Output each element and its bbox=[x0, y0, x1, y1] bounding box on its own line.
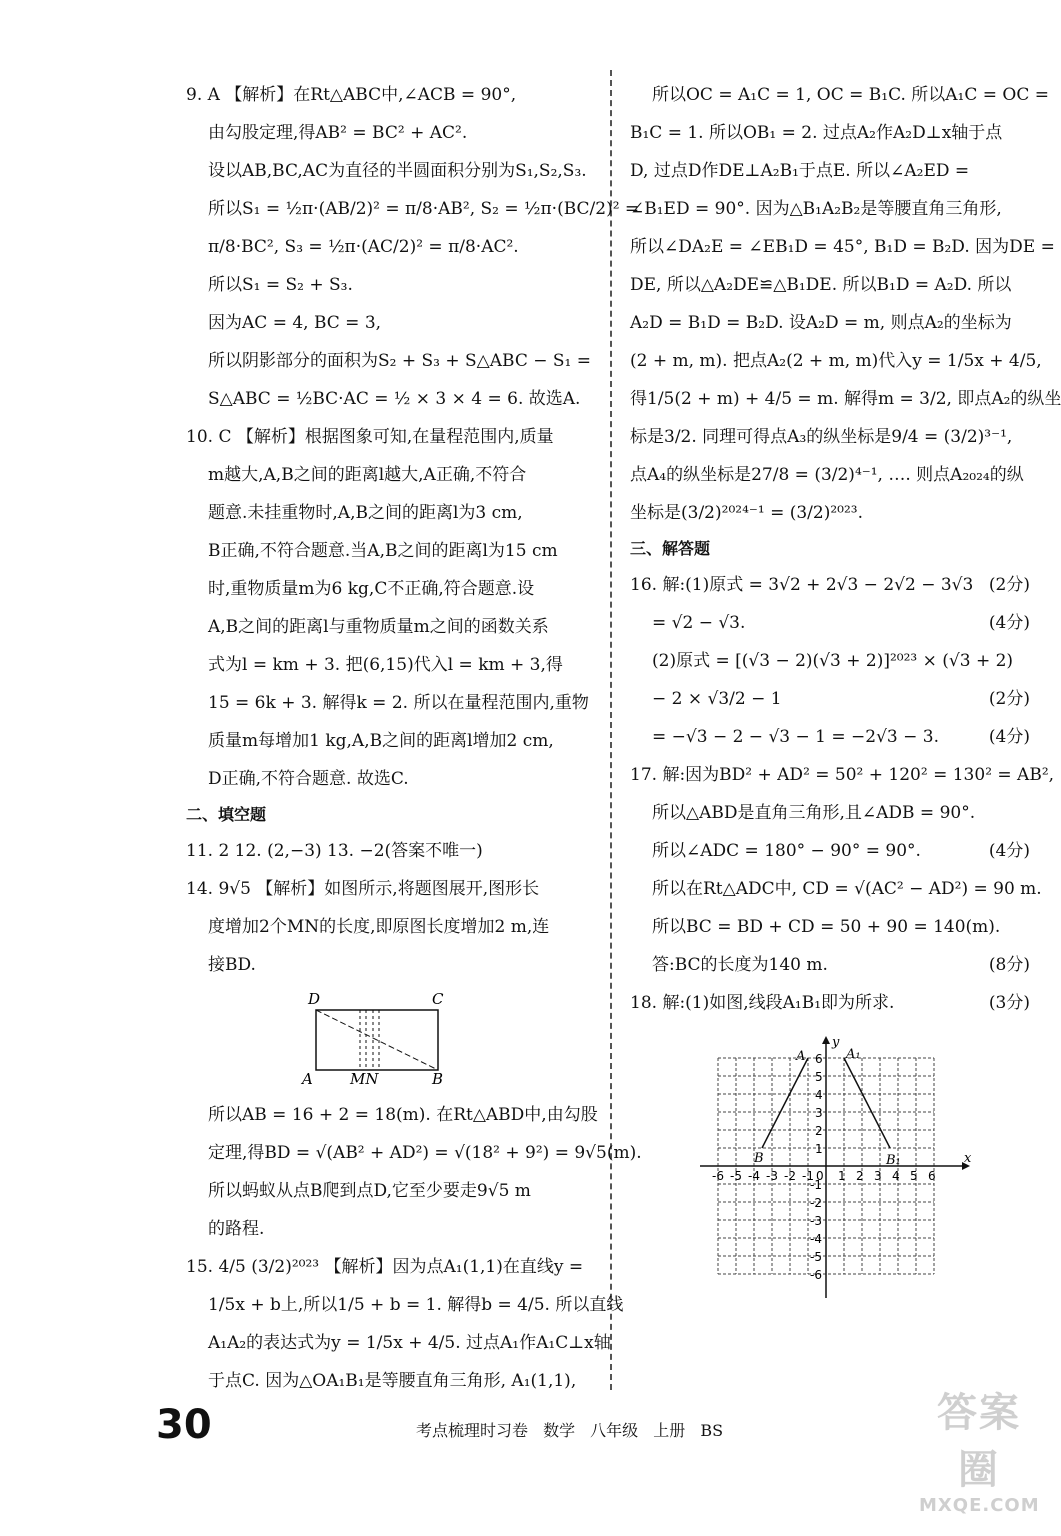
q14-label-MN: MN bbox=[350, 1070, 379, 1088]
y-tick-label: 4 bbox=[815, 1088, 823, 1102]
q17-line-7 bbox=[630, 946, 1030, 984]
segment-A1B1 bbox=[844, 1058, 890, 1148]
q15-cont-line-4: ∠B₁ED = 90°. 因为△B₁A₂B₂是等腰直角三角形, bbox=[630, 199, 1002, 219]
q16-score-3: (2分) bbox=[988, 689, 1030, 709]
q10-line-4: B正确,不符合题意.当A,B之间的距离l为15 cm bbox=[208, 541, 558, 561]
q11-13-line: 11. 2 12. (2,−3) 13. −2(答案不唯一) bbox=[186, 841, 483, 861]
x-tick-label: 6 bbox=[928, 1169, 936, 1183]
q16-line-2 bbox=[630, 604, 1030, 642]
q10-line-10: D正确,不符合题意. 故选C. bbox=[208, 769, 409, 789]
q15-cont-line-11: 点A₄的纵坐标是27/8 = (3/2)⁴⁻¹, …. 则点A₂₀₂₄的纵 bbox=[630, 465, 1024, 485]
q9-line-2: 由勾股定理,得AB² = BC² + AC². bbox=[208, 123, 468, 143]
label-A1: A₁ bbox=[846, 1047, 861, 1062]
x-tick-label: 4 bbox=[892, 1169, 900, 1183]
q16-line-4 bbox=[630, 680, 1030, 718]
q16-text-1: 16. 解:(1)原式 = 3√2 + 2√3 − 2√2 − 3√3 bbox=[630, 575, 974, 595]
q9-line-4: 所以S₁ = ½π·(AB/2)² = π/8·AB², S₂ = ½π·(BC/2)² = bbox=[208, 199, 640, 219]
q10-line-3: 题意.未挂重物时,A,B之间的距离l为3 cm, bbox=[208, 503, 523, 523]
x-axis-label: x bbox=[964, 1151, 972, 1166]
y-tick-label: 5 bbox=[815, 1070, 823, 1084]
q9-line-3: 设以AB,BC,AC为直径的半圆面积分别为S₁,S₂,S₃. bbox=[208, 161, 587, 181]
y-tick-label: -3 bbox=[810, 1214, 822, 1228]
q16-text-4: − 2 × √3/2 − 1 bbox=[652, 689, 782, 709]
q15-cont-line-5: 所以∠DA₂E = ∠EB₁D = 45°, B₁D = B₂D. 因为DE = bbox=[630, 237, 1055, 257]
q14-line-5: 定理,得BD = √(AB² + AD²) = √(18² + 9²) = 9√5(m). bbox=[208, 1143, 642, 1163]
column-divider bbox=[610, 70, 612, 1390]
q15-cont-line-10: 标是3/2. 同理可得点A₃的纵坐标是9/4 = (3/2)³⁻¹, bbox=[630, 427, 1013, 447]
y-axis-arrow bbox=[822, 1036, 830, 1044]
q14-label-A: A bbox=[302, 1070, 313, 1088]
q14-line-1: 14. 9√5 【解析】如图所示,将题图展开,图形长 bbox=[186, 879, 540, 899]
q16-score-2: (4分) bbox=[988, 613, 1030, 633]
label-B1: B₁ bbox=[886, 1153, 901, 1168]
q16-score-1: (2分) bbox=[988, 575, 1030, 595]
q17-line-2: 所以△ABD是直角三角形,且∠ADB = 90°. bbox=[652, 803, 976, 823]
page-number: 30 bbox=[156, 1402, 212, 1448]
watermark-logo: 答案圈 bbox=[937, 1390, 1021, 1493]
q16-line-3: (2)原式 = [(√3 − 2)(√3 + 2)]²⁰²³ × (√3 + 2) bbox=[652, 651, 1014, 671]
q9-line-1: 9. A 【解析】在Rt△ABC中,∠ACB = 90°, bbox=[186, 85, 517, 105]
q14-line-2: 度增加2个MN的长度,即原图长度增加2 m,连 bbox=[208, 917, 550, 937]
x-tick-label: 1 bbox=[838, 1169, 846, 1183]
q18-coordinate-grid bbox=[696, 1036, 976, 1306]
q14-label-D: D bbox=[308, 990, 321, 1008]
q14-line-7: 的路程. bbox=[208, 1219, 265, 1239]
q10-line-7: 式为l = km + 3. 把(6,15)代入l = km + 3,得 bbox=[208, 655, 563, 675]
q15-line-2: 1/5x + b上,所以1/5 + b = 1. 解得b = 4/5. 所以直线 bbox=[208, 1295, 624, 1315]
q10-line-9: 质量m每增加1 kg,A,B之间的距离l增加2 cm, bbox=[208, 731, 554, 751]
q10-line-5: 时,重物质量m为6 kg,C不正确,符合题意.设 bbox=[208, 579, 535, 599]
y-tick-label: -6 bbox=[810, 1268, 822, 1282]
q16-line-5 bbox=[630, 718, 1030, 756]
origin-label: 0 bbox=[816, 1169, 824, 1183]
y-axis-label: y bbox=[832, 1036, 840, 1050]
q17-score-1: (4分) bbox=[988, 841, 1030, 861]
watermark bbox=[919, 1381, 1039, 1516]
q16-line-1 bbox=[630, 566, 1030, 604]
x-tick-label: -5 bbox=[730, 1169, 742, 1183]
q17-line-6: 所以BC = BD + CD = 50 + 90 = 140(m). bbox=[652, 917, 1001, 937]
left-column bbox=[186, 76, 642, 1400]
q15-cont-line-12: 坐标是(3/2)²⁰²⁴⁻¹ = (3/2)²⁰²³. bbox=[630, 503, 864, 523]
q15-cont-line-8: (2 + m, m). 把点A₂(2 + m, m)代入y = 1/5x + 4/5, bbox=[630, 351, 1042, 371]
q9-line-5: π/8·BC², S₃ = ½π·(AC/2)² = π/8·AC². bbox=[208, 237, 519, 257]
q17-line-5: 所以在Rt△ADC中, CD = √(AC² − AD²) = 90 m. bbox=[652, 879, 1042, 899]
tick-labels bbox=[712, 1052, 936, 1282]
section-fill-blank: 二、填空题 bbox=[186, 805, 267, 824]
x-tick-label: 2 bbox=[856, 1169, 864, 1183]
y-tick-label: 2 bbox=[815, 1124, 823, 1138]
y-tick-label: 3 bbox=[815, 1106, 823, 1120]
q14-line-3: 接BD. bbox=[208, 955, 256, 975]
q18-line-1 bbox=[630, 984, 1030, 1022]
q15-line-4: 于点C. 因为△OA₁B₁是等腰直角三角形, A₁(1,1), bbox=[208, 1371, 577, 1391]
right-column bbox=[630, 76, 1061, 1306]
x-tick-label: -6 bbox=[712, 1169, 724, 1183]
q16-text-5: = −√3 − 2 − √3 − 1 = −2√3 − 3. bbox=[652, 727, 940, 747]
y-tick-label: 6 bbox=[815, 1052, 823, 1066]
q14-line-6: 所以蚂蚁从点B爬到点D,它至少要走9√5 m bbox=[208, 1181, 531, 1201]
q14-line-4: 所以AB = 16 + 2 = 18(m). 在Rt△ABD中,由勾股 bbox=[208, 1105, 598, 1125]
y-tick-label: 1 bbox=[815, 1142, 823, 1156]
q9-line-6: 所以S₁ = S₂ + S₃. bbox=[208, 275, 353, 295]
q18-text-1: 18. 解:(1)如图,线段A₁B₁即为所求. bbox=[630, 993, 895, 1013]
q15-cont-line-9: 得1/5(2 + m) + 4/5 = m. 解得m = 3/2, 即点A₂的纵坐 bbox=[630, 389, 1061, 409]
q15-cont-line-1: 所以OC = A₁C = 1, OC = B₁C. 所以A₁C = OC = bbox=[652, 85, 1050, 105]
q9-line-8: 所以阴影部分的面积为S₂ + S₃ + S△ABC − S₁ = bbox=[208, 351, 591, 371]
y-tick-label: -2 bbox=[810, 1196, 822, 1210]
q15-line-1: 15. 4/5 (3/2)²⁰²³ 【解析】因为点A₁(1,1)在直线y = bbox=[186, 1257, 584, 1277]
q15-cont-line-7: A₂D = B₁D = B₂D. 设A₂D = m, 则点A₂的坐标为 bbox=[630, 313, 1012, 333]
x-tick-label: -1 bbox=[802, 1169, 814, 1183]
y-tick-label: -4 bbox=[810, 1232, 822, 1246]
q14-diagonal-BD bbox=[316, 1010, 438, 1070]
q16-text-2: = √2 − √3. bbox=[652, 613, 746, 633]
q15-cont-line-3: D, 过点D作DE⊥A₂B₁于点E. 所以∠A₂ED = bbox=[630, 161, 970, 181]
q15-cont-line-6: DE, 所以△A₂DE≌△B₁DE. 所以B₁D = A₂D. 所以 bbox=[630, 275, 1012, 295]
x-tick-label: -4 bbox=[748, 1169, 760, 1183]
label-A: A bbox=[796, 1049, 806, 1064]
q10-line-8: 15 = 6k + 3. 解得k = 2. 所以在量程范围内,重物 bbox=[208, 693, 589, 713]
q14-label-C: C bbox=[432, 990, 444, 1008]
y-tick-label: -5 bbox=[810, 1250, 822, 1264]
q17-score-2: (8分) bbox=[988, 955, 1030, 975]
q9-line-9: S△ABC = ½BC·AC = ½ × 3 × 4 = 6. 故选A. bbox=[208, 389, 581, 409]
q9-line-7: 因为AC = 4, BC = 3, bbox=[208, 313, 382, 333]
segment-AB bbox=[762, 1058, 808, 1148]
x-tick-label: -2 bbox=[784, 1169, 796, 1183]
q18-score-1: (3分) bbox=[988, 993, 1030, 1013]
watermark-url: MXQE.COM bbox=[919, 1495, 1040, 1516]
x-tick-label: 3 bbox=[874, 1169, 882, 1183]
q14-label-B: B bbox=[432, 1070, 444, 1088]
y-tick-label: -1 bbox=[810, 1178, 822, 1192]
q17-text-7: 答:BC的长度为140 m. bbox=[652, 955, 828, 975]
q15-cont-line-2: B₁C = 1. 所以OB₁ = 2. 过点A₂作A₂D⊥x轴于点 bbox=[630, 123, 1003, 143]
q17-line-1: 17. 解:因为BD² + AD² = 50² + 120² = 130² = AB², bbox=[630, 765, 1055, 785]
q16-score-4: (4分) bbox=[988, 727, 1030, 747]
x-tick-label: -3 bbox=[766, 1169, 778, 1183]
q15-line-3: A₁A₂的表达式为y = 1/5x + 4/5. 过点A₁作A₁C⊥x轴 bbox=[208, 1333, 611, 1353]
q17-line-4: 所以∠ADC = 180° − 90° = 90°. bbox=[652, 841, 921, 861]
q14-rectangle-figure bbox=[298, 990, 458, 1088]
q10-line-1: 10. C 【解析】根据图象可知,在量程范围内,质量 bbox=[186, 427, 554, 447]
q10-line-2: m越大,A,B之间的距离l越大,A正确,不符合 bbox=[208, 465, 527, 485]
footer-title: 考点梳理时习卷 数学 八年级 上册 BS bbox=[416, 1421, 724, 1440]
section-answer: 三、解答题 bbox=[630, 539, 711, 558]
q10-line-6: A,B之间的距离l与重物质量m之间的函数关系 bbox=[208, 617, 549, 637]
label-B: B bbox=[754, 1151, 764, 1166]
x-tick-label: 5 bbox=[910, 1169, 918, 1183]
